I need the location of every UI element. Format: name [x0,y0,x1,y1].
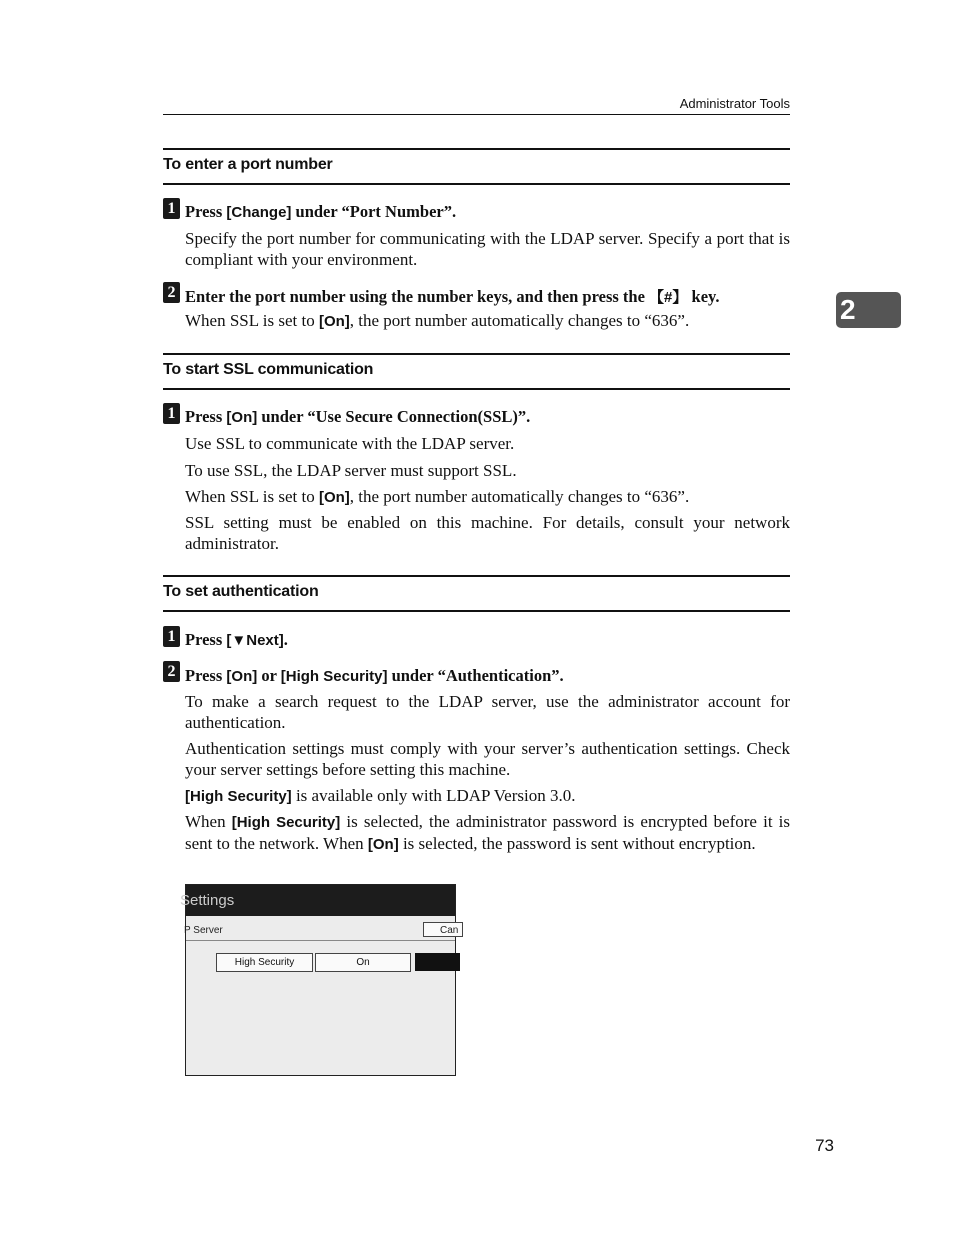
section-rule-top [163,148,790,150]
step-note: Use SSL to communicate with the LDAP server. [185,434,515,453]
control-panel-screenshot [180,884,459,1076]
step-instruction: Press [Change] under “Port Number”. [185,202,457,221]
section-rule-bottom [163,610,790,612]
step-note: When [High Security] is selected, the administrator password is encrypted before it is sent to the network. When [On] is selected, the password is sent without encryption. [185,812,790,853]
section-title: To enter a port number [163,156,333,173]
step-number: 1 [163,403,180,424]
step-note: Specify the port number for communicating with the LDAP server. Specify a port that is compliant with your environment. [185,229,790,269]
panel-cancel-button[interactable]: Can [423,922,463,937]
high-security-button[interactable]: High Security [216,953,313,972]
step-note: To make a search request to the LDAP server, use the administrator account for authentication. [185,692,790,732]
running-header: Administrator Tools [679,96,790,111]
step-note: SSL setting must be enabled on this machine. For details, consult your network administrator. [185,513,790,553]
step-number: 2 [163,282,180,303]
section-title: To set authentication [163,583,319,600]
section-title: To start SSL communication [163,361,374,378]
header-divider [163,114,790,115]
chapter-tab: 2 [836,292,901,328]
step-number: 1 [163,626,180,647]
section-rule-top [163,575,790,577]
step-number: 2 [163,661,180,682]
step-note: When SSL is set to [On], the port number automatically changes to “636”. [185,487,690,506]
step-number: 1 [163,198,180,219]
step-note: Authentication settings must comply with your server’s authentication settings. Check your server settings before setting this machine. [185,739,790,779]
step-instruction: Press [On] or [High Security] under “Authentication”. [185,666,564,685]
step-instruction: Enter the port number using the number keys, and then press the 【#】 key. [185,287,720,306]
page-number: 73 [815,1136,834,1155]
section-rule-bottom [163,183,790,185]
panel-title: Settings [180,892,235,909]
panel-server-row [184,920,459,941]
step-instruction: Press [On] under “Use Secure Connection(SSL)”. [185,407,531,426]
on-button[interactable]: On [315,953,411,972]
section-rule-bottom [163,388,790,390]
step-note: When SSL is set to [On], the port number automatically changes to “636”. [185,311,690,330]
panel-server-label: P Server [184,925,223,936]
step-note: [High Security] is available only with LDAP Version 3.0. [185,786,576,805]
step-instruction: Press [▼Next]. [185,630,288,649]
off-button-selected[interactable] [415,953,460,971]
section-rule-top [163,353,790,355]
step-note: To use SSL, the LDAP server must support SSL. [185,461,517,480]
panel-title-bar [180,885,455,916]
